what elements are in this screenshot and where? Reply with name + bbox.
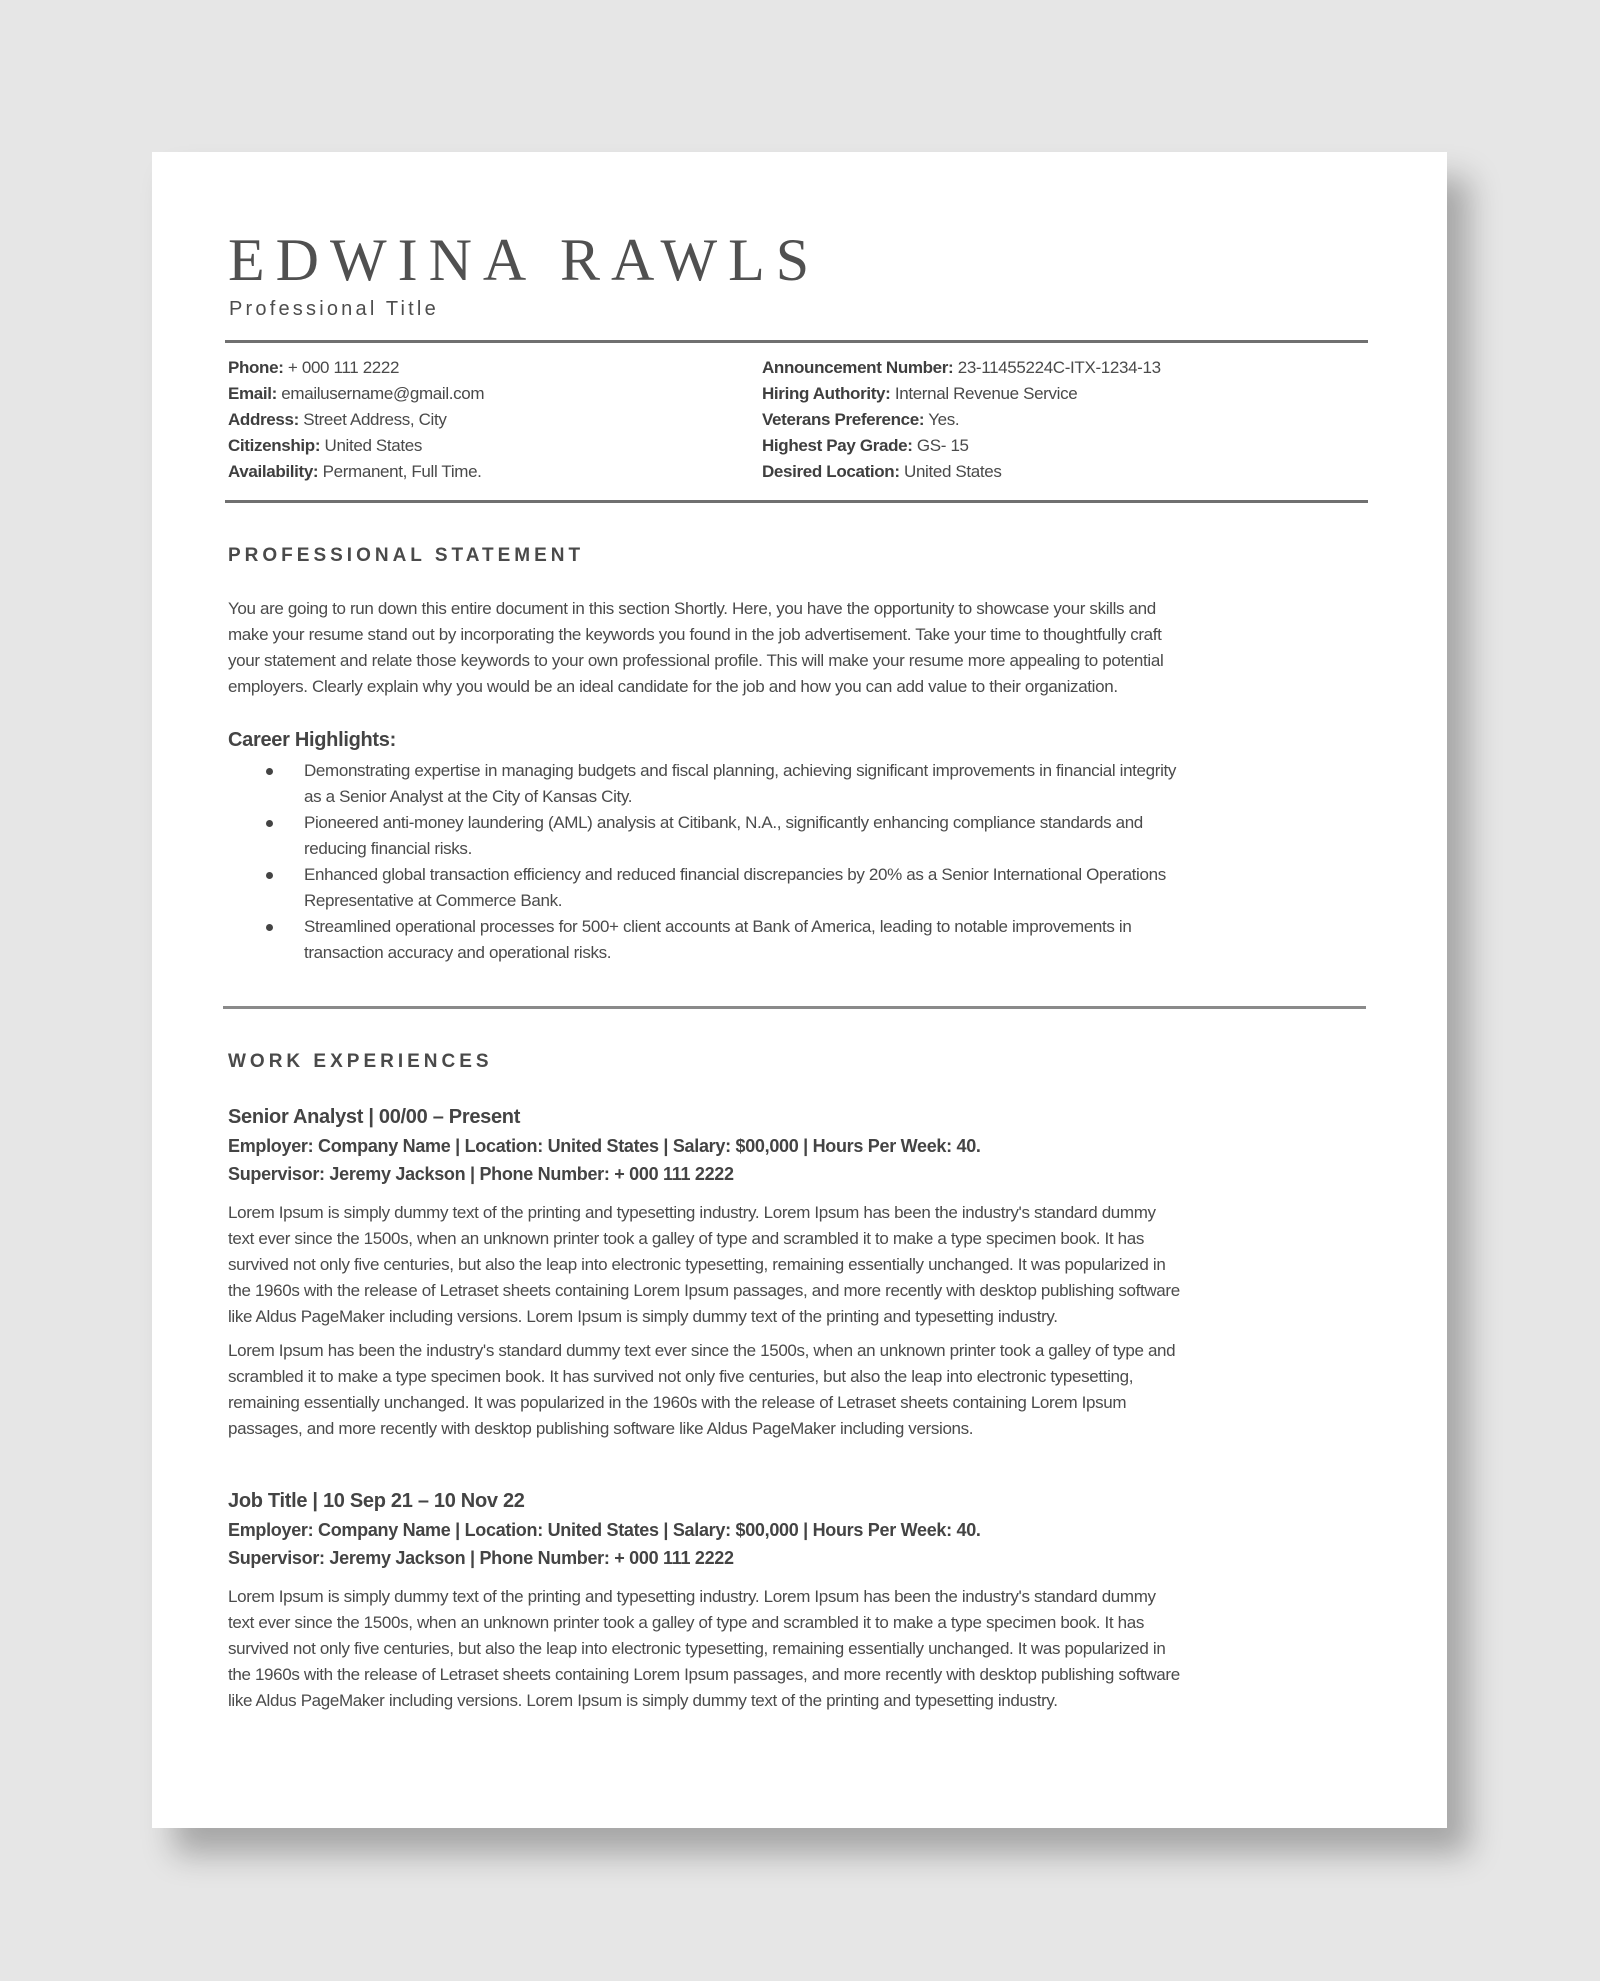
announcement-number: Announcement Number: 23-11455224C-ITX-1234-13 xyxy=(762,358,1161,377)
list-item: Pioneered anti-money laundering (AML) analysis at Citibank, N.A., significantly enhancing compliance standards and reducing financial risks. xyxy=(228,810,1388,862)
candidate-name: EDWINA RAWLS xyxy=(228,227,821,293)
contact-citizenship: Citizenship: United States xyxy=(228,436,423,455)
contact-email: Email: emailusername@gmail.com xyxy=(228,384,485,403)
contact-phone: Phone: + 000 111 2222 xyxy=(228,358,400,377)
header-divider-bottom xyxy=(225,500,1368,503)
list-item: Enhanced global transaction efficiency and reduced financial discrepancies by 20% as a Senior International Operations Representative at Commerce Bank. xyxy=(228,862,1388,914)
highest-pay-grade: Highest Pay Grade: GS- 15 xyxy=(762,436,969,455)
career-highlights-heading: Career Highlights: xyxy=(228,729,396,751)
job-employer-line: Employer: Company Name | Location: United States | Salary: $00,000 | Hours Per Week: 40. xyxy=(228,1136,981,1156)
contact-availability: Availability: Permanent, Full Time. xyxy=(228,462,482,481)
section-heading-professional-statement: PROFESSIONAL STATEMENT xyxy=(228,545,585,566)
veterans-preference: Veterans Preference: Yes. xyxy=(762,410,960,429)
job-supervisor-line: Supervisor: Jeremy Jackson | Phone Number: + 000 111 2222 xyxy=(228,1548,734,1568)
desired-location: Desired Location: United States xyxy=(762,462,1002,481)
hiring-authority: Hiring Authority: Internal Revenue Service xyxy=(762,384,1078,403)
job-supervisor-line: Supervisor: Jeremy Jackson | Phone Number: + 000 111 2222 xyxy=(228,1164,734,1184)
section-heading-work-experiences: WORK EXPERIENCES xyxy=(228,1051,493,1072)
list-item: Streamlined operational processes for 500+ client accounts at Bank of America, leading to notable improvements in transaction accuracy and operational risks. xyxy=(228,914,1388,966)
section-divider xyxy=(223,1006,1366,1009)
job-description-paragraph: Lorem Ipsum is simply dummy text of the printing and typesetting industry. Lorem Ipsum has been the industry's standard dummy text ever since the 1500s, when an unknown printer took a galley of type and scrambled it to make a type specimen book. It has survived not only five centuries, but also the leap into electronic typesetting, remaining essentially unchanged. It was popularized in the 1960s with the release of Letraset sheets containing Lorem Ipsum passages, and more recently with desktop publishing software like Aldus PageMaker including versions. Lorem Ipsum is simply dummy text of the printing and typesetting industry. xyxy=(228,1203,1180,1326)
resume-page xyxy=(152,152,1447,1828)
professional-statement-text: You are going to run down this entire document in this section Shortly. Here, you have the opportunity to showcase your skills and make your resume stand out by incorporating the keywords you found in the job advertisement. Take your time to thoughtfully craft your statement and relate those keywords to your own professional profile. This will make your resume more appealing to potential employers. Clearly explain why you would be an ideal candidate for the job and how you can add value to their organization. xyxy=(228,599,1164,696)
job-description-paragraph: Lorem Ipsum is simply dummy text of the printing and typesetting industry. Lorem Ipsum has been the industry's standard dummy text ever since the 1500s, when an unknown printer took a galley of type and scrambled it to make a type specimen book. It has survived not only five centuries, but also the leap into electronic typesetting, remaining essentially unchanged. It was popularized in the 1960s with the release of Letraset sheets containing Lorem Ipsum passages, and more recently with desktop publishing software like Aldus PageMaker including versions. Lorem Ipsum is simply dummy text of the printing and typesetting industry. xyxy=(228,1587,1180,1710)
bullet-icon xyxy=(266,872,273,879)
bullet-icon xyxy=(266,924,273,931)
professional-title: Professional Title xyxy=(229,298,439,320)
contact-info-right xyxy=(762,355,1161,485)
job-employer-line: Employer: Company Name | Location: United States | Salary: $00,000 | Hours Per Week: 40. xyxy=(228,1520,981,1540)
bullet-icon xyxy=(266,820,273,827)
job-title-line: Senior Analyst | 00/00 – Present xyxy=(228,1106,521,1128)
header-divider-top xyxy=(225,340,1368,343)
career-highlights-list xyxy=(228,758,1388,966)
job-description-paragraph: Lorem Ipsum has been the industry's standard dummy text ever since the 1500s, when an unknown printer took a galley of type and scrambled it to make a type specimen book. It has survived not only five centuries, but also the leap into electronic typesetting, remaining essentially unchanged. It was popularized in the 1960s with the release of Letraset sheets containing Lorem Ipsum passages, and more recently with desktop publishing software like Aldus PageMaker including versions. xyxy=(228,1341,1176,1438)
contact-address: Address: Street Address, City xyxy=(228,410,447,429)
contact-info-left xyxy=(228,355,484,485)
bullet-icon xyxy=(266,768,273,775)
job-title-line: Job Title | 10 Sep 21 – 10 Nov 22 xyxy=(228,1490,525,1512)
list-item: Demonstrating expertise in managing budgets and fiscal planning, achieving significant improvements in financial integrity as a Senior Analyst at the City of Kansas City. xyxy=(228,758,1388,810)
